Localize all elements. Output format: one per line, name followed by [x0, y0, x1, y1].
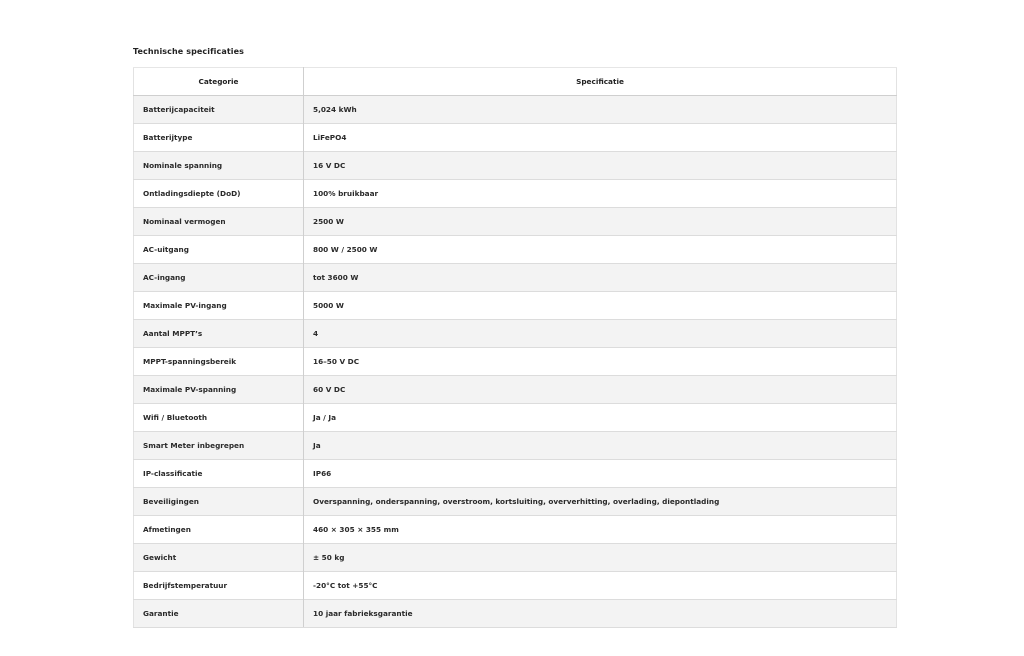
table-row	[134, 96, 897, 124]
table-row	[134, 320, 897, 348]
row-specification: 16–50 V DC	[304, 348, 897, 376]
row-specification: 800 W / 2500 W	[304, 236, 897, 264]
spec-table	[133, 67, 897, 628]
table-row	[134, 376, 897, 404]
section-title: Technische specificaties	[133, 47, 245, 56]
row-specification: LiFePO4	[304, 124, 897, 152]
table-row	[134, 460, 897, 488]
table-row	[134, 544, 897, 572]
row-category: AC-uitgang	[134, 236, 304, 264]
row-category: MPPT-spanningsbereik	[134, 348, 304, 376]
row-specification: tot 3600 W	[304, 264, 897, 292]
column-header-category: Categorie	[134, 68, 304, 96]
table-header	[134, 68, 897, 96]
row-category: Wifi / Bluetooth	[134, 404, 304, 432]
row-specification: IP66	[304, 460, 897, 488]
header-row	[134, 68, 897, 96]
row-specification: 10 jaar fabrieksgarantie	[304, 600, 897, 628]
table-row	[134, 432, 897, 460]
row-specification: 460 × 305 × 355 mm	[304, 516, 897, 544]
row-category: IP-classificatie	[134, 460, 304, 488]
row-category: Smart Meter inbegrepen	[134, 432, 304, 460]
row-specification: 16 V DC	[304, 152, 897, 180]
table-row	[134, 208, 897, 236]
row-category: Beveiligingen	[134, 488, 304, 516]
row-specification: Ja	[304, 432, 897, 460]
table-row	[134, 292, 897, 320]
row-specification: 5,024 kWh	[304, 96, 897, 124]
row-category: AC-ingang	[134, 264, 304, 292]
row-specification: 5000 W	[304, 292, 897, 320]
table-row	[134, 264, 897, 292]
table-row	[134, 516, 897, 544]
table-row	[134, 488, 897, 516]
row-category: Gewicht	[134, 544, 304, 572]
table-row	[134, 124, 897, 152]
table-row	[134, 236, 897, 264]
table-row	[134, 180, 897, 208]
row-specification: 4	[304, 320, 897, 348]
row-specification: 60 V DC	[304, 376, 897, 404]
row-category: Maximale PV-spanning	[134, 376, 304, 404]
table-row	[134, 152, 897, 180]
row-category: Nominaal vermogen	[134, 208, 304, 236]
row-specification: 2500 W	[304, 208, 897, 236]
table-row	[134, 348, 897, 376]
table-row	[134, 404, 897, 432]
row-category: Ontladingsdiepte (DoD)	[134, 180, 304, 208]
row-category: Nominale spanning	[134, 152, 304, 180]
table-row	[134, 572, 897, 600]
row-category: Garantie	[134, 600, 304, 628]
row-specification: Ja / Ja	[304, 404, 897, 432]
column-header-specification: Specificatie	[304, 68, 897, 96]
row-specification: Overspanning, onderspanning, overstroom, kortsluiting, oververhitting, overlading, diepontlading	[304, 488, 897, 516]
row-category: Bedrijfstemperatuur	[134, 572, 304, 600]
table-body	[134, 96, 897, 628]
table-row	[134, 600, 897, 628]
row-category: Afmetingen	[134, 516, 304, 544]
row-category: Batterijcapaciteit	[134, 96, 304, 124]
row-specification: -20°C tot +55°C	[304, 572, 897, 600]
row-specification: ± 50 kg	[304, 544, 897, 572]
row-category: Aantal MPPT’s	[134, 320, 304, 348]
row-category: Maximale PV-ingang	[134, 292, 304, 320]
row-specification: 100% bruikbaar	[304, 180, 897, 208]
row-category: Batterijtype	[134, 124, 304, 152]
